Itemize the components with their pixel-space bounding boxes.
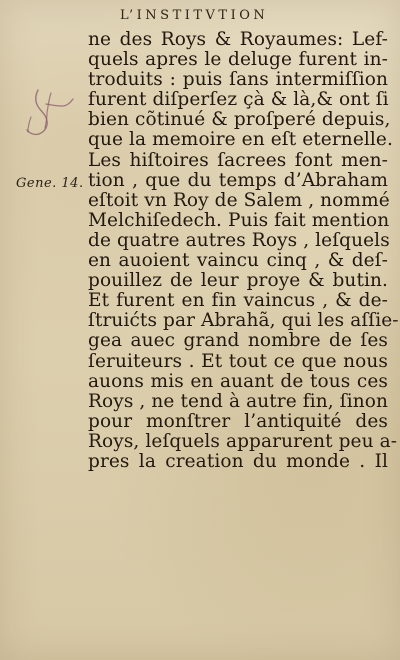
text-line-1: ne des Roys & Royaumes: Lef- [88,29,388,50]
text-line-7: Les hiſtoires ſacrees font men- [88,149,388,171]
text-line-15: ſtruićts par Abrahã, qui les aſſie- [88,310,399,332]
text-line-16: gea auec grand nombre de ſes [88,330,388,352]
text-line-3: troduits : puis ſans intermiſſion [88,69,388,91]
text-line-10: Melchiſedech. Puis fait mention [88,209,390,231]
text-line-11: de quatre autres Roys , leſquels [88,229,390,251]
text-line-21: Roys, leſquels apparurent peu a- [88,430,398,452]
text-line-2: quels apres le deluge furent in- [88,49,388,71]
text-line-14: Et furent en fin vaincus , & de- [88,290,388,312]
text-line-22: pres la creation du monde . Il [88,450,388,472]
text-line-4: furent diſperſez çà & là,& ont ſi [88,89,389,111]
text-line-13: pouillez de leur proye & butin. [88,270,388,292]
text-line-12: en auoient vaincu cinq , & deſ- [88,250,388,272]
text-line-20: pour monſtrer l’antiquité des [88,410,388,432]
text-line-8: tion , que du temps d’Abraham [88,169,388,191]
text-line-18: auons mis en auant de tous ces [88,370,388,392]
text-line-17: ſeruiteurs . Et tout ce que nous [88,350,388,372]
body-text [88,29,399,472]
handwritten-marginalia [16,84,78,142]
text-line-9: eſtoit vn Roy de Salem , nommé [88,189,390,211]
margin-note: Gene. 14. [16,176,84,191]
running-head: L’INSTITVTION [120,8,269,23]
text-line-5: bien cõtinué & proſperé depuis, [88,109,391,131]
text-line-6: que la memoire en eſt eternelle. [88,129,393,151]
text-line-19: Roys , ne tend à autre fin, ſinon [88,390,388,412]
